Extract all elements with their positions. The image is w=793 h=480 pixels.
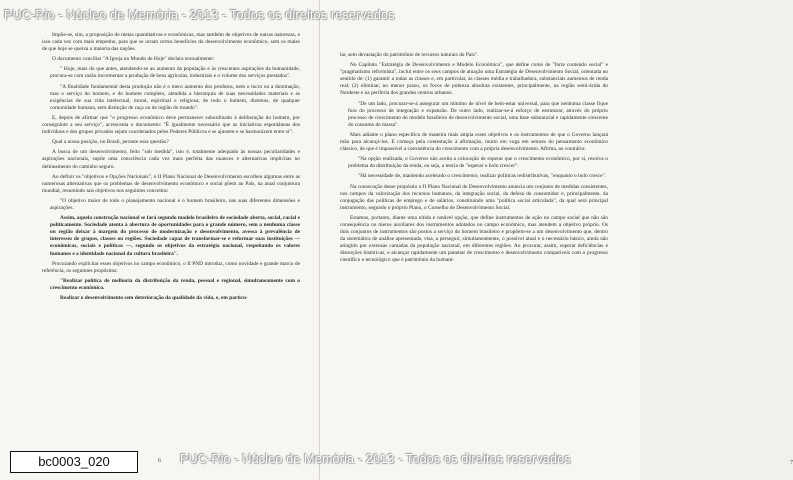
paragraph: O documento conciliar "A Igreja no Mundo de Hoje" declara textualmente:	[52, 56, 215, 63]
quote: "A finalidade fundamental desta produção não é o mero aumento dos produtos, nem o lucro ou a dominação, mas o serviço do homem, e do homem completo, atendida a hierarquia de suas necessidades materiais e as exigências de sua vida intelectual, moral, espiritual e religiosa; de todo o homem, dizemos, de qualquer comunidade humana, sem distinção de raça ou de região do mundo".	[50, 83, 300, 111]
quote: "O objetivo maior de todo o planejamento nacional é o homem brasileiro, nas suas diferentes dimensões e aspirações.	[50, 197, 300, 211]
paragraph: lar, sem devastação do patrimônio de recursos naturais do País".	[340, 52, 479, 58]
watermark-top: PUC-Rio - Núcleo de Memória - 2013 - Todos os direitos reservados	[4, 8, 395, 22]
paragraph: A busca de um desenvolvimento, feito "sob medida", isto é, totalmente adequado às nossas peculiaridades e aspirações nacionais, supõe uma consciência cada vez mais perfeita das nuances e alternativas implícitas no delineamento do caminho seguro.	[42, 149, 300, 170]
quote: Realizar o desenvolvimento sem deterioração da qualidade da vida, e, em particu-	[60, 295, 248, 301]
paragraph: Qual a nossa posição, no Brasil, perante essa questão?	[52, 139, 169, 146]
right-page	[320, 0, 793, 480]
page-number-right: 7	[790, 460, 793, 466]
right-page-text	[340, 52, 608, 452]
quote: "Na opção realizada, o Governo não aceita a colocação de esperar que o crescimento econômico, por si, resolva o problema da distribuição da renda, ou seja, a teoria de "esperar o bolo crescer".	[348, 156, 608, 170]
paragraph: Na consecução desse propósito o II Plano Nacional de Desenvolvimento anuncia um conjunto de medidas consistentes, nos campos da valorização dos recursos humanos, da integração social, da defesa do consumidor e, principalmente, da conjugação das políticas de emprego e de salários, constituindo uma "política social articulada", da qual será principal instrumento, segundo o próprio Plano, o Conselho de Desenvolvimento Social.	[340, 183, 608, 211]
watermark-bottom: PUC-Rio - Núcleo de Memória - 2013 - Todos os direitos reservados	[180, 452, 571, 466]
quote: "De um lado, procurar-se-á assegurar um mínimo de nível de bem-estar universal, para que nenhuma classe fique fora do processo de integração e expansão. De outro lado, realizar-se-á esforço de estruturar, através do próprio processo de crescimento do modelo brasileiro de desenvolvimento social, uma base substancial e rapidamente crescente do consumo de massa".	[348, 100, 608, 128]
paragraph: Ao definir os "objetivos e Opções Nacionais", o II Plano Nacional de Desenvolvimento escolheu algumas entre as numerosas alternativas que os problemas de desenvolvimento econômico e social põem ao País, na atual conjuntura mundial, resumindo tais objetivos nos seguintes conceitos:	[42, 173, 300, 194]
quote: " Hoje, mais do que antes, atendendo-se ao aumento da população e às crescentes aspirações da humanidade, procura-se com razão incrementar a produção de bens agrícolas, industriais e o volume dos serviços prestados".	[50, 66, 300, 80]
paragraph: E, depois de afirmar que "o progresso econômico deve permanecer subordinado à deliberação do homem, por conseguinte a seu serviço", acrescenta o documento: "É igualmente necessário que as iniciativas espontâneas dos indivíduos e dos grupos privados sejam coordenados pelos Poderes Públicos e se ajustem e se harmonizem entre si".	[42, 114, 300, 136]
paragraph: No Capítulo "Estratégia de Desenvolvimento e Modelo Econômico", que define como de "forte conteúdo social" e "pragmatismo reformista", inclui entre os seus campos de atuação uma Estratégia de Desenvolvimento Social, orientada no sentido de: (1) garantir a todas as classes e, em particular, às classes média e trabalhadora, substanciais aumentos de renda real; (2) eliminar, no menor prazo, os focos de pobreza absoluta existentes, principalmente, na região semi-árida do Nordeste e na periferia dos grandes centros urbanos.	[340, 62, 608, 97]
page-number-left: 6	[158, 458, 161, 464]
quote: "Há necessidade de, mantendo acelerado o crescimento, realizar políticas redistributivas, "enquanto o bolo cresce".	[358, 173, 607, 180]
left-page-text	[42, 32, 300, 452]
image-id-label: bc0003_020	[10, 451, 138, 473]
paragraph: Mais adiante o plano especifica de maneira mais ampla esses objetivos e os instrumentos de que o Governo lançará mão para alcançá-los. E começa pela contestação à afirmação, muito em voga em setores do pensamento econômico clássico, de que é impossível a coexistência do crescimento com a própria desenvolvimento. Afirma, ao contrário:	[340, 131, 608, 153]
paragraph: Procurando explicitar esses objetivos no campo econômico, o II PND introduz, como novidade e grande marco de referência, os seguintes propósitos:	[42, 260, 300, 274]
quote: Assim, aquela construção nacional se fará segundo modelo brasileiro de sociedade aberta, social, racial e politicamente. Sociedade atenta à abertura de oportunidades para o grande número, sem a nenhuma classe ou região deixar à margem do processo de modernização e desenvolvimento, avessa à prevalência de interesses de grupos, classes ou regiões. Sociedade capaz de transformar-se e reformar suas instituições — econômicas, sociais e políticas —, segundo os objetivos da estratégia nacional, respeitando os valores humanos e a identidade nacional da cultura brasileira".	[50, 215, 300, 257]
left-page	[0, 0, 320, 480]
paragraph: Estamos, portanto, diante uma nítida e notável opção, que define instrumentos de ação no campo social que não são consequência ou meros auxiliares dos instrumentos adotados no campo econômico, mas atendem a objetivo próprio. Os dois conjuntos de instrumentos são postos a serviço do homem brasileiro e propõem-se a um desenvolvimento que, dentro da sistemática de análise apresentada, visa, a perseguir, simultaneamente, o possível atual e o necessário básico, ainda não atingido por extensas camadas da população nacional, em diferentes regiões. Ao procurar, assim, superar deficiências e distorções históricas, e alcançar rapidamente um patamar de crescimento e desenvolvimento compatíveis com o progresso científico e tecnológico que é patrimônio da humani-	[340, 214, 608, 264]
paragraph: Impõe-se, sim, a proposição de metas quantitativas e econômicas, mas também de objetivos de outras naturezas, e isso cada vez com mais empenho, para que se urram certos benefícios do desenvolvimento econômico, sem os males de que hoje se queixa a maioria das nações.	[42, 32, 300, 53]
quote: "Realizar política de melhoria da distribuição da renda, pessoal e regional, simultaneamente com o crescimento econômico.	[50, 277, 300, 291]
